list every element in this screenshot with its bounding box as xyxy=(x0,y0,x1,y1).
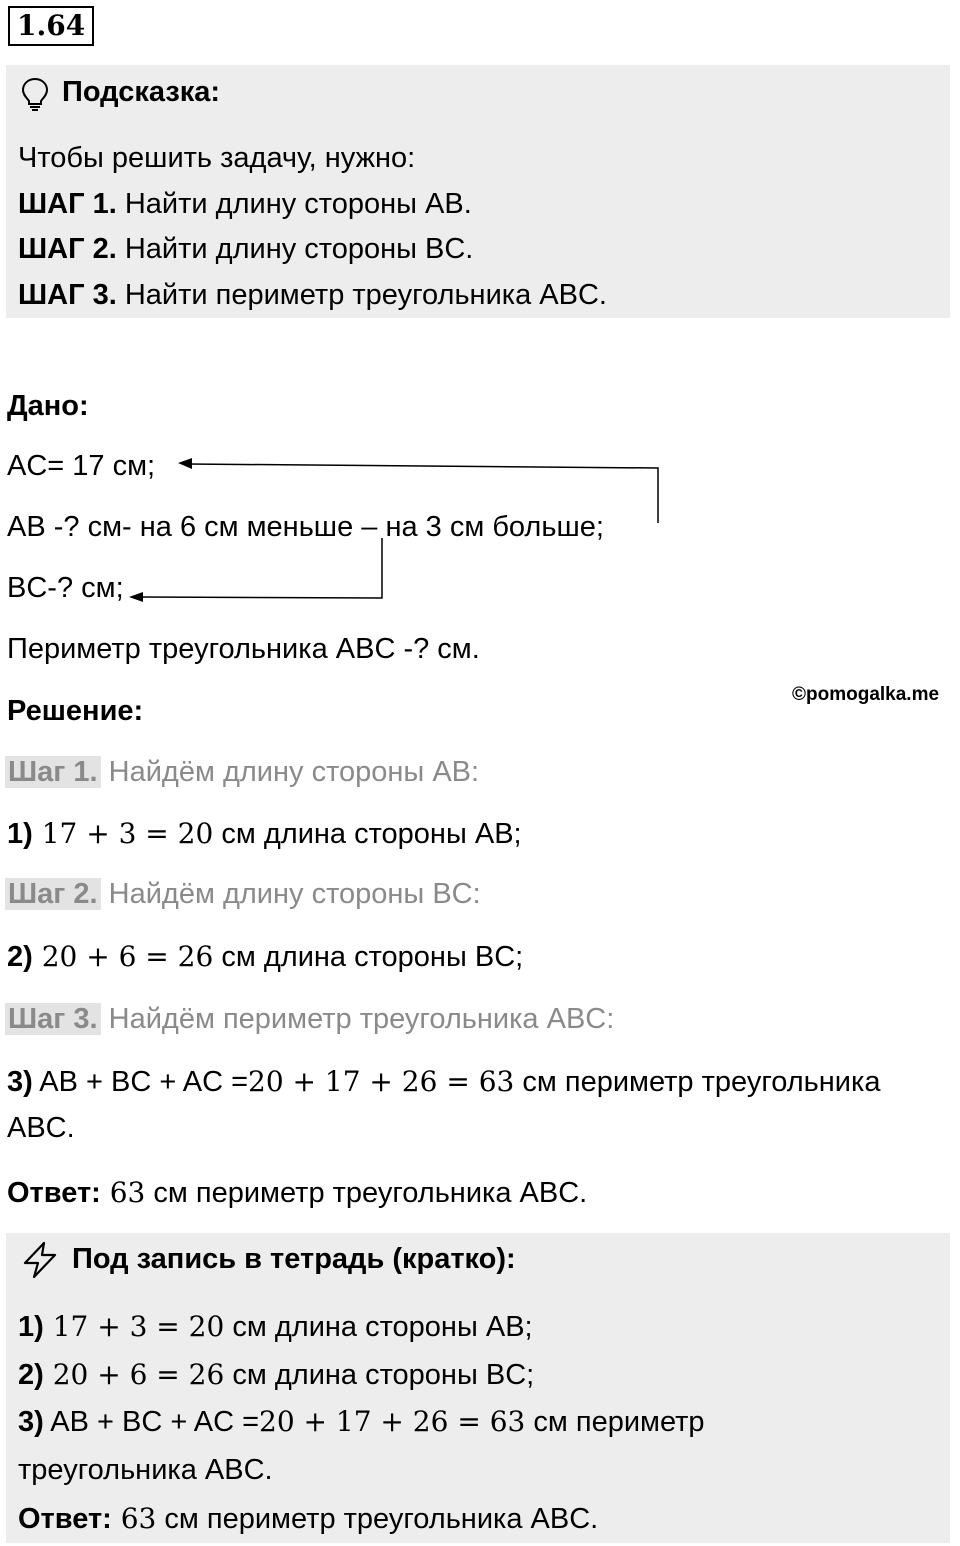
step-text: Найдём периметр треугольника ABC: xyxy=(100,1003,615,1035)
given-line-perimeter: Периметр треугольника ABC -? см. xyxy=(7,633,480,665)
hint-step-text: Найти длину стороны AB. xyxy=(116,188,472,220)
answer-text: см периметр треугольника ABC. xyxy=(156,1503,599,1535)
hint-step-1 xyxy=(18,188,472,221)
line-number: 2) xyxy=(7,941,33,973)
line-number: 1) xyxy=(18,1311,44,1343)
given-title: Дано: xyxy=(7,390,89,422)
hint-intro: Чтобы решить задачу, нужно: xyxy=(18,142,416,174)
hint-step-text: Найти длину стороны BC. xyxy=(116,233,474,265)
notebook-line-3 xyxy=(18,1405,705,1439)
arrow-ab-to-ac xyxy=(188,464,658,523)
math-expression: 20 + 6 = 26 xyxy=(43,1358,225,1391)
step-label: Шаг 1. xyxy=(5,756,101,788)
hint-step-text: Найти периметр треугольника ABC. xyxy=(116,279,607,311)
watermark: ©pomogalka.me xyxy=(792,684,940,705)
hint-step-3 xyxy=(18,279,607,312)
line-number: 3) xyxy=(18,1406,44,1438)
solution-answer xyxy=(7,1176,587,1210)
step-text: Найдём длину стороны AB: xyxy=(100,756,480,788)
solution-step-1 xyxy=(5,756,479,789)
task-number: 1.64 xyxy=(8,6,94,46)
solution-line-3-continued: ABC. xyxy=(7,1112,75,1144)
hint-step-label: ШАГ 2. xyxy=(18,233,117,265)
lightbulb-icon xyxy=(20,76,50,112)
given-line-ac: AC= 17 см; xyxy=(7,450,156,482)
notebook-answer xyxy=(18,1502,598,1536)
hint-step-label: ШАГ 3. xyxy=(18,279,117,311)
arrow-ab-to-bc xyxy=(140,538,382,598)
arrowhead-bc xyxy=(129,592,143,602)
relation-arrows xyxy=(0,440,700,620)
notebook-title: Под запись в тетрадь (кратко): xyxy=(72,1243,516,1275)
math-expression: 63 xyxy=(111,1502,157,1535)
hint-title: Подсказка: xyxy=(62,76,221,108)
line-prefix: AB + BC + AC = xyxy=(32,1066,249,1098)
line-number: 2) xyxy=(18,1359,44,1391)
solution-step-3 xyxy=(5,1003,614,1036)
line-text: см периметр xyxy=(525,1406,705,1438)
answer-label: Ответ: xyxy=(18,1503,112,1535)
step-text: Найдём длину стороны BC: xyxy=(100,878,481,910)
line-text: см длина стороны AB; xyxy=(213,818,522,850)
arrowhead-ac xyxy=(178,458,192,469)
solution-line-3 xyxy=(7,1065,880,1099)
line-number: 1) xyxy=(7,818,33,850)
hint-step-2 xyxy=(18,233,473,266)
math-expression: 20 + 17 + 26 = 63 xyxy=(248,1065,515,1098)
given-line-bc: BC-? см; xyxy=(7,572,124,604)
notebook-line-2 xyxy=(18,1358,534,1392)
answer-label: Ответ: xyxy=(7,1177,101,1209)
notebook-line-1 xyxy=(18,1310,533,1344)
lightning-icon xyxy=(20,1240,60,1280)
answer-text: см периметр треугольника ABC. xyxy=(145,1177,588,1209)
math-expression: 20 + 17 + 26 = 63 xyxy=(259,1405,526,1438)
line-text: см длина стороны AB; xyxy=(224,1311,533,1343)
given-line-ab: AB -? см- на 6 см меньше – на 3 см больше; xyxy=(7,511,604,543)
line-text: см периметр треугольника xyxy=(514,1066,881,1098)
solution-line-2 xyxy=(7,940,523,974)
solution-line-1 xyxy=(7,817,522,851)
hint-step-label: ШАГ 1. xyxy=(18,188,117,220)
math-expression: 17 + 3 = 20 xyxy=(43,1310,225,1343)
step-label: Шаг 2. xyxy=(5,878,101,910)
line-text: см длина стороны BC; xyxy=(213,941,524,973)
math-expression: 17 + 3 = 20 xyxy=(32,817,214,850)
math-expression: 20 + 6 = 26 xyxy=(32,940,214,973)
line-prefix: AB + BC + AC = xyxy=(43,1406,260,1438)
notebook-line-3-continued: треугольника ABC. xyxy=(18,1454,273,1486)
solution-step-2 xyxy=(5,878,481,911)
math-expression: 63 xyxy=(100,1176,146,1209)
line-text: см длина стороны BC; xyxy=(224,1359,535,1391)
step-label: Шаг 3. xyxy=(5,1003,101,1035)
solution-title: Решение: xyxy=(7,695,144,727)
line-number: 3) xyxy=(7,1066,33,1098)
